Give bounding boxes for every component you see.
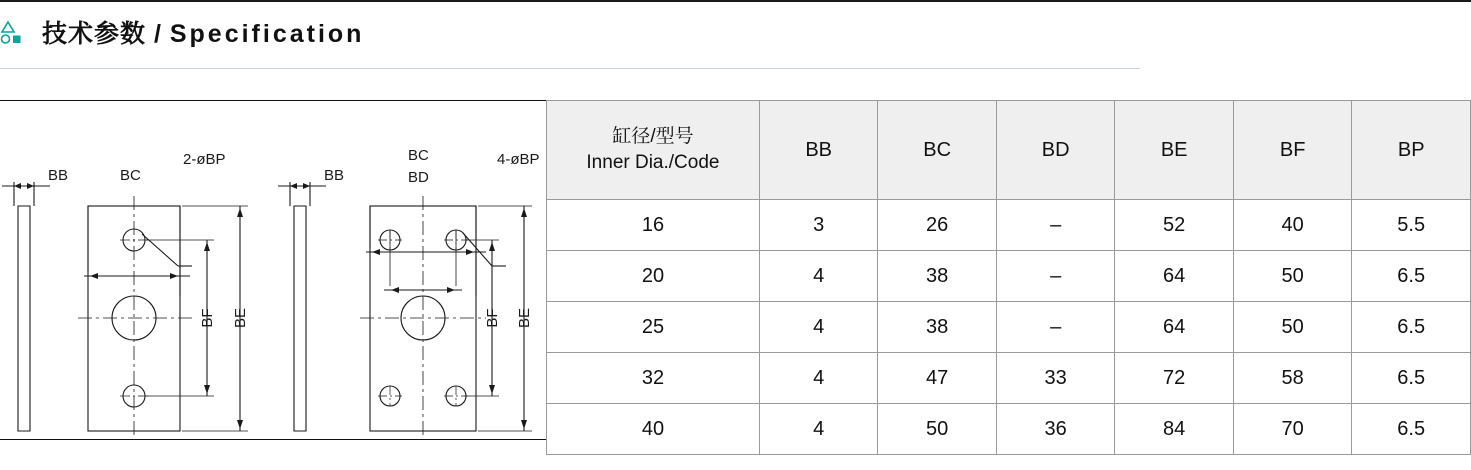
page-header [0, 0, 1471, 72]
cell-bc: 26 [878, 200, 997, 251]
table-row [547, 404, 1471, 455]
drawing-label-bf-1: BF [199, 308, 216, 328]
page-title-cn: 技术参数 [42, 20, 147, 48]
table-row [547, 353, 1471, 404]
specification-table [546, 100, 1471, 455]
drawing-label-bb-1: BB [48, 167, 69, 184]
column-header-bb: BB [759, 101, 878, 200]
page-title-separator: / [146, 20, 170, 48]
drawing-label-be-1: BE [232, 307, 249, 329]
table-row [547, 302, 1471, 353]
cell-be: 84 [1115, 404, 1234, 455]
drawing-label-bd: BD [408, 169, 429, 186]
table-row [547, 251, 1471, 302]
header-underline [0, 68, 1140, 69]
cell-bb: 4 [759, 353, 878, 404]
drawing-label-bb-2: BB [324, 167, 345, 184]
cell-bb: 4 [759, 251, 878, 302]
cell-bb: 4 [759, 404, 878, 455]
cell-code: 16 [547, 200, 760, 251]
cell-bd: – [996, 200, 1115, 251]
column-header-bd: BD [996, 101, 1115, 200]
column-header-inner-dia-en: Inner Dia./Code [586, 152, 720, 173]
cell-bc: 38 [878, 251, 997, 302]
header-title-group [0, 14, 364, 50]
column-header-bc: BC [878, 101, 997, 200]
cell-bb: 4 [759, 302, 878, 353]
drawing-label-2-obp: 2-øBP [183, 151, 226, 168]
cell-bd: – [996, 302, 1115, 353]
column-header-bp: BP [1352, 101, 1471, 200]
cell-be: 72 [1115, 353, 1234, 404]
cell-be: 64 [1115, 251, 1234, 302]
cell-bd: 33 [996, 353, 1115, 404]
cell-bf: 50 [1233, 302, 1352, 353]
cell-code: 20 [547, 251, 760, 302]
drawing-label-bf-2: BF [484, 308, 501, 328]
technical-drawing [0, 100, 546, 440]
header-top-rule [0, 0, 1471, 2]
cell-bf: 50 [1233, 251, 1352, 302]
page-title [42, 14, 364, 50]
cell-bc: 47 [878, 353, 997, 404]
cell-be: 64 [1115, 302, 1234, 353]
cell-code: 25 [547, 302, 760, 353]
drawing-label-be-2: BE [516, 307, 533, 329]
cell-bc: 38 [878, 302, 997, 353]
cell-bb: 3 [759, 200, 878, 251]
spec-section [0, 100, 1471, 440]
column-header-inner-dia-cn: 缸径/型号 [612, 126, 694, 148]
cell-bp: 6.5 [1352, 302, 1471, 353]
cell-code: 32 [547, 353, 760, 404]
column-header-bf: BF [1233, 101, 1352, 200]
cell-bp: 6.5 [1352, 404, 1471, 455]
cell-bd: 36 [996, 404, 1115, 455]
cell-code: 40 [547, 404, 760, 455]
drawing-label-bc-1: BC [120, 167, 141, 184]
table-header-row [547, 101, 1471, 200]
column-header-inner-dia [547, 101, 760, 200]
cell-bf: 40 [1233, 200, 1352, 251]
cell-bp: 5.5 [1352, 200, 1471, 251]
cell-bp: 6.5 [1352, 251, 1471, 302]
cell-bd: – [996, 251, 1115, 302]
drawing-label-bc-2: BC [408, 147, 429, 164]
column-header-be: BE [1115, 101, 1234, 200]
page-title-en: Specification [169, 20, 365, 48]
cell-bc: 50 [878, 404, 997, 455]
cell-bf: 70 [1233, 404, 1352, 455]
table-row [547, 200, 1471, 251]
cell-bp: 6.5 [1352, 353, 1471, 404]
triangle-circle-square-icon [0, 17, 30, 47]
drawing-label-4-obp: 4-øBP [497, 151, 540, 168]
cell-bf: 58 [1233, 353, 1352, 404]
cell-be: 52 [1115, 200, 1234, 251]
